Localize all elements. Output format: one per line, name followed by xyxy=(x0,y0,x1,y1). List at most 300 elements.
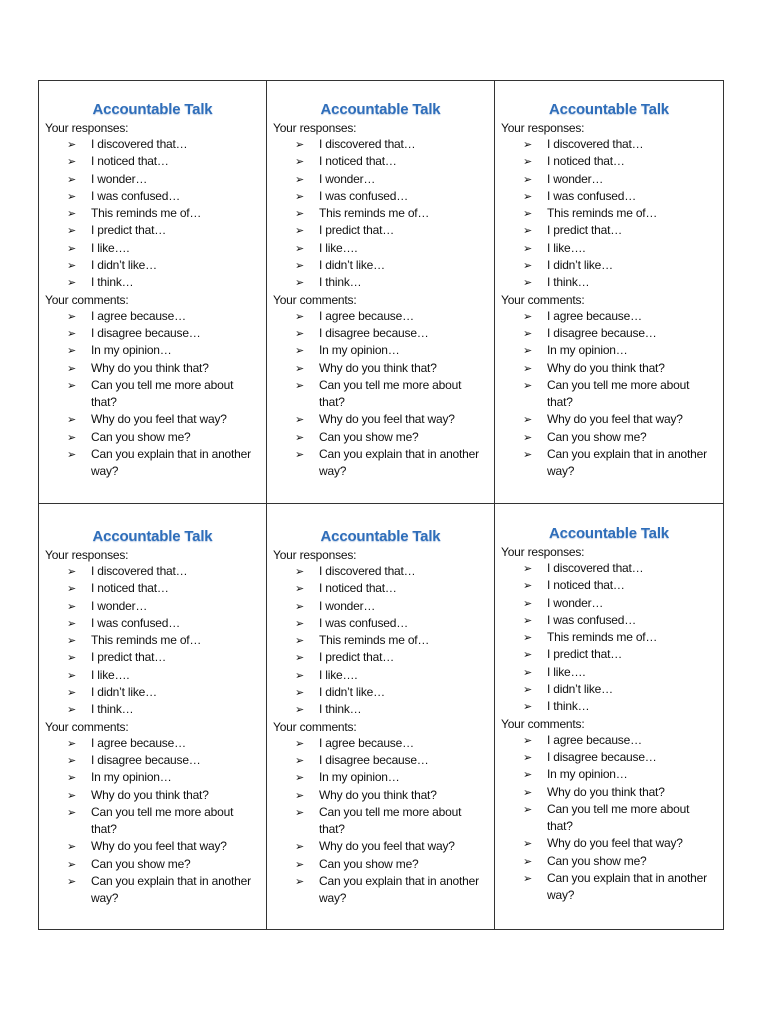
list-item-text: I noticed that… xyxy=(91,581,169,596)
list-item-text: I discovered that… xyxy=(319,564,416,578)
list-item xyxy=(501,560,717,577)
list-item xyxy=(501,429,717,446)
arrow-bullet-icon: ➢ xyxy=(67,788,77,802)
comments-list xyxy=(273,735,488,908)
comments-list xyxy=(273,308,488,481)
arrow-bullet-icon: ➢ xyxy=(523,378,533,392)
arrow-bullet-icon: ➢ xyxy=(523,172,533,186)
list-item xyxy=(45,787,260,804)
list-item xyxy=(273,205,488,222)
list-item xyxy=(501,646,717,663)
list-item-text: I like…. xyxy=(547,664,586,679)
list-item xyxy=(45,257,260,274)
responses-label: Your responses: xyxy=(45,121,129,135)
list-item-text: In my opinion… xyxy=(319,343,400,358)
list-item-text: I discovered that… xyxy=(547,561,644,575)
list-item-text: I predict that… xyxy=(547,223,623,238)
list-item xyxy=(501,595,717,612)
list-item-text: I agree because… xyxy=(319,735,414,750)
list-item xyxy=(273,769,488,786)
accountable-talk-card xyxy=(495,81,723,504)
arrow-bullet-icon: ➢ xyxy=(523,259,533,273)
arrow-bullet-icon: ➢ xyxy=(67,326,77,340)
comments-label: Your comments: xyxy=(45,292,129,307)
list-item xyxy=(501,205,717,222)
list-item xyxy=(45,240,260,257)
list-item-text: I noticed that… xyxy=(547,154,625,169)
list-item-text: Why do you think that? xyxy=(547,360,665,375)
arrow-bullet-icon: ➢ xyxy=(67,361,77,375)
list-item-text: I noticed that… xyxy=(319,154,397,169)
list-item-text: I predict that… xyxy=(91,223,167,238)
arrow-bullet-icon: ➢ xyxy=(523,648,533,662)
list-item-text: I like…. xyxy=(91,667,130,682)
arrow-bullet-icon: ➢ xyxy=(67,840,77,854)
list-item-text: I was confused… xyxy=(319,188,409,203)
arrow-bullet-icon: ➢ xyxy=(295,172,305,186)
list-item-text: Why do you feel that way? xyxy=(91,839,227,854)
list-item xyxy=(273,325,488,342)
list-item xyxy=(273,446,488,481)
arrow-bullet-icon: ➢ xyxy=(67,155,77,169)
list-item xyxy=(273,701,488,718)
list-item xyxy=(45,429,260,446)
list-item xyxy=(273,598,488,615)
list-item xyxy=(501,136,717,153)
list-item xyxy=(273,632,488,649)
list-item-text: I disagree because… xyxy=(319,752,429,767)
arrow-bullet-icon: ➢ xyxy=(67,616,77,630)
responses-list xyxy=(45,563,260,719)
list-item-text: Why do you feel that way? xyxy=(547,836,683,851)
comments-label: Your comments: xyxy=(273,719,357,734)
arrow-bullet-icon: ➢ xyxy=(67,771,77,785)
list-item-text: Can you tell me more about that? xyxy=(547,801,690,834)
arrow-bullet-icon: ➢ xyxy=(523,802,533,816)
arrow-bullet-icon: ➢ xyxy=(295,309,305,323)
comments-list xyxy=(501,308,717,481)
arrow-bullet-icon: ➢ xyxy=(523,854,533,868)
list-item xyxy=(45,360,260,377)
arrow-bullet-icon: ➢ xyxy=(523,430,533,444)
list-item xyxy=(45,701,260,718)
list-item xyxy=(45,752,260,769)
list-item-text: I was confused… xyxy=(547,612,637,627)
arrow-bullet-icon: ➢ xyxy=(523,700,533,714)
list-item xyxy=(45,205,260,222)
list-item-text: I didn’t like… xyxy=(319,258,385,273)
arrow-bullet-icon: ➢ xyxy=(523,733,533,747)
list-item xyxy=(273,240,488,257)
arrow-bullet-icon: ➢ xyxy=(523,613,533,627)
list-item xyxy=(45,769,260,786)
arrow-bullet-icon: ➢ xyxy=(295,771,305,785)
list-item xyxy=(501,629,717,646)
list-item xyxy=(501,308,717,325)
list-item-text: I wonder… xyxy=(319,598,376,613)
comments-label: Your comments: xyxy=(45,719,129,734)
arrow-bullet-icon: ➢ xyxy=(295,189,305,203)
arrow-bullet-icon: ➢ xyxy=(523,631,533,645)
arrow-bullet-icon: ➢ xyxy=(67,172,77,186)
list-item xyxy=(501,664,717,681)
list-item-text: I agree because… xyxy=(319,308,414,323)
list-item-text: This reminds me of… xyxy=(319,633,430,648)
list-item xyxy=(45,274,260,291)
list-item-text: Can you explain that in another way? xyxy=(547,871,707,903)
arrow-bullet-icon: ➢ xyxy=(523,309,533,323)
arrow-bullet-icon: ➢ xyxy=(523,344,533,358)
list-item xyxy=(45,342,260,359)
arrow-bullet-icon: ➢ xyxy=(523,785,533,799)
arrow-bullet-icon: ➢ xyxy=(67,875,77,889)
list-item-text: In my opinion… xyxy=(319,770,400,785)
list-item-text: I wonder… xyxy=(91,171,148,186)
list-item xyxy=(501,377,717,412)
list-item-text: Why do you feel that way? xyxy=(547,412,683,427)
arrow-bullet-icon: ➢ xyxy=(67,582,77,596)
accountable-talk-card xyxy=(39,81,267,504)
list-item xyxy=(45,667,260,684)
list-item-text: Why do you feel that way? xyxy=(319,839,455,854)
arrow-bullet-icon: ➢ xyxy=(523,326,533,340)
list-item-text: I disagree because… xyxy=(91,752,201,767)
list-item-text: I didn’t like… xyxy=(547,682,613,697)
arrow-bullet-icon: ➢ xyxy=(295,753,305,767)
arrow-bullet-icon: ➢ xyxy=(295,599,305,613)
responses-label: Your responses: xyxy=(273,121,357,135)
accountable-talk-card xyxy=(39,504,267,929)
list-item-text: Can you show me? xyxy=(319,429,419,444)
list-item-text: This reminds me of… xyxy=(547,630,658,645)
arrow-bullet-icon: ➢ xyxy=(523,241,533,255)
list-item-text: Can you show me? xyxy=(547,429,647,444)
list-item xyxy=(273,563,488,580)
responses-list xyxy=(501,136,717,292)
responses-label: Your responses: xyxy=(45,548,129,562)
arrow-bullet-icon: ➢ xyxy=(523,768,533,782)
list-item-text: I noticed that… xyxy=(547,578,625,593)
list-item-text: Can you explain that in another way? xyxy=(319,874,479,906)
arrow-bullet-icon: ➢ xyxy=(67,703,77,717)
accountable-talk-card xyxy=(267,81,495,504)
list-item xyxy=(45,684,260,701)
card-title: Accountable Talk xyxy=(92,101,213,118)
list-item xyxy=(273,787,488,804)
list-item xyxy=(45,446,260,481)
list-item xyxy=(45,563,260,580)
list-item-text: Why do you think that? xyxy=(319,787,437,802)
responses-list xyxy=(273,563,488,719)
list-item xyxy=(45,411,260,428)
list-item xyxy=(273,257,488,274)
list-item-text: This reminds me of… xyxy=(547,206,658,221)
arrow-bullet-icon: ➢ xyxy=(67,668,77,682)
arrow-bullet-icon: ➢ xyxy=(295,634,305,648)
list-item-text: Can you show me? xyxy=(91,429,191,444)
list-item xyxy=(501,835,717,852)
arrow-bullet-icon: ➢ xyxy=(67,430,77,444)
arrow-bullet-icon: ➢ xyxy=(523,579,533,593)
arrow-bullet-icon: ➢ xyxy=(295,155,305,169)
list-item-text: Can you tell me more about that? xyxy=(91,377,234,410)
arrow-bullet-icon: ➢ xyxy=(295,259,305,273)
arrow-bullet-icon: ➢ xyxy=(67,207,77,221)
list-item-text: I discovered that… xyxy=(319,137,416,151)
arrow-bullet-icon: ➢ xyxy=(67,241,77,255)
list-item xyxy=(273,136,488,153)
arrow-bullet-icon: ➢ xyxy=(523,562,533,575)
accountable-talk-card xyxy=(267,504,495,929)
list-item-text: I think… xyxy=(91,275,134,290)
list-item xyxy=(501,853,717,870)
arrow-bullet-icon: ➢ xyxy=(67,565,77,578)
list-item xyxy=(273,171,488,188)
list-item-text: Why do you think that? xyxy=(91,360,209,375)
card-title: Accountable Talk xyxy=(549,101,669,118)
list-item xyxy=(273,360,488,377)
list-item-text: I was confused… xyxy=(319,615,409,630)
list-item-text: I think… xyxy=(319,702,362,717)
arrow-bullet-icon: ➢ xyxy=(523,155,533,169)
list-item-text: I discovered that… xyxy=(91,137,188,151)
list-item xyxy=(501,411,717,428)
list-item-text: Why do you think that? xyxy=(319,360,437,375)
list-item xyxy=(45,735,260,752)
list-item-text: I agree because… xyxy=(547,732,642,747)
list-item-text: I noticed that… xyxy=(319,581,397,596)
arrow-bullet-icon: ➢ xyxy=(295,703,305,717)
list-item xyxy=(45,325,260,342)
list-item xyxy=(501,188,717,205)
arrow-bullet-icon: ➢ xyxy=(67,413,77,427)
list-item-text: I agree because… xyxy=(547,308,642,323)
list-item xyxy=(45,188,260,205)
list-item-text: Can you explain that in another way? xyxy=(547,447,707,479)
arrow-bullet-icon: ➢ xyxy=(67,138,77,151)
arrow-bullet-icon: ➢ xyxy=(67,344,77,358)
list-item-text: This reminds me of… xyxy=(91,206,202,221)
responses-list xyxy=(45,136,260,292)
comments-list xyxy=(45,735,260,908)
list-item xyxy=(45,580,260,597)
list-item xyxy=(501,153,717,170)
responses-list xyxy=(273,136,488,292)
list-item xyxy=(273,838,488,855)
card-sheet xyxy=(38,80,724,930)
arrow-bullet-icon: ➢ xyxy=(67,276,77,290)
list-item xyxy=(45,377,260,412)
arrow-bullet-icon: ➢ xyxy=(523,448,533,462)
list-item xyxy=(501,342,717,359)
list-item-text: In my opinion… xyxy=(91,343,172,358)
list-item-text: I discovered that… xyxy=(547,137,644,151)
list-item-text: In my opinion… xyxy=(91,770,172,785)
arrow-bullet-icon: ➢ xyxy=(295,875,305,889)
list-item-text: I agree because… xyxy=(91,308,186,323)
arrow-bullet-icon: ➢ xyxy=(295,840,305,854)
list-item xyxy=(273,615,488,632)
arrow-bullet-icon: ➢ xyxy=(295,686,305,700)
list-item xyxy=(501,784,717,801)
list-item xyxy=(273,222,488,239)
list-item-text: I predict that… xyxy=(91,650,167,665)
arrow-bullet-icon: ➢ xyxy=(295,651,305,665)
list-item-text: Can you tell me more about that? xyxy=(319,804,462,837)
list-item-text: Can you tell me more about that? xyxy=(91,804,234,837)
list-item xyxy=(501,577,717,594)
list-item-text: I think… xyxy=(91,702,134,717)
list-item xyxy=(45,136,260,153)
arrow-bullet-icon: ➢ xyxy=(295,805,305,819)
list-item-text: This reminds me of… xyxy=(91,633,202,648)
list-item-text: I wonder… xyxy=(547,595,604,610)
list-item xyxy=(501,681,717,698)
list-item-text: Why do you think that? xyxy=(547,784,665,799)
list-item-text: I didn’t like… xyxy=(91,685,157,700)
list-item-text: I didn’t like… xyxy=(319,685,385,700)
card-title: Accountable Talk xyxy=(320,528,441,545)
responses-label: Your responses: xyxy=(501,121,585,135)
list-item-text: Can you explain that in another way? xyxy=(91,874,251,906)
list-item-text: Can you show me? xyxy=(91,856,191,871)
list-item-text: Can you tell me more about that? xyxy=(319,377,462,410)
arrow-bullet-icon: ➢ xyxy=(295,224,305,238)
list-item-text: This reminds me of… xyxy=(319,206,430,221)
list-item-text: I noticed that… xyxy=(91,154,169,169)
arrow-bullet-icon: ➢ xyxy=(523,276,533,290)
list-item-text: I disagree because… xyxy=(547,325,657,340)
card-title: Accountable Talk xyxy=(549,525,669,542)
list-item xyxy=(45,873,260,908)
list-item xyxy=(45,598,260,615)
list-item-text: I discovered that… xyxy=(91,564,188,578)
list-item-text: Why do you feel that way? xyxy=(91,412,227,427)
list-item xyxy=(45,153,260,170)
arrow-bullet-icon: ➢ xyxy=(295,430,305,444)
list-item-text: I like…. xyxy=(547,240,586,255)
list-item xyxy=(45,649,260,666)
list-item-text: I think… xyxy=(319,275,362,290)
arrow-bullet-icon: ➢ xyxy=(523,596,533,610)
arrow-bullet-icon: ➢ xyxy=(67,805,77,819)
list-item-text: In my opinion… xyxy=(547,343,628,358)
arrow-bullet-icon: ➢ xyxy=(523,361,533,375)
list-item-text: I disagree because… xyxy=(91,325,201,340)
arrow-bullet-icon: ➢ xyxy=(523,138,533,151)
arrow-bullet-icon: ➢ xyxy=(295,448,305,462)
arrow-bullet-icon: ➢ xyxy=(295,138,305,151)
list-item xyxy=(45,804,260,839)
arrow-bullet-icon: ➢ xyxy=(295,344,305,358)
list-item-text: I predict that… xyxy=(547,647,623,662)
comments-list xyxy=(45,308,260,481)
list-item xyxy=(273,580,488,597)
list-item-text: Can you explain that in another way? xyxy=(319,447,479,479)
list-item xyxy=(273,308,488,325)
arrow-bullet-icon: ➢ xyxy=(295,736,305,750)
arrow-bullet-icon: ➢ xyxy=(295,241,305,255)
list-item-text: Why do you feel that way? xyxy=(319,412,455,427)
arrow-bullet-icon: ➢ xyxy=(295,565,305,578)
list-item xyxy=(273,873,488,908)
list-item xyxy=(45,222,260,239)
list-item-text: Can you explain that in another way? xyxy=(91,447,251,479)
list-item-text: Can you show me? xyxy=(547,853,647,868)
list-item xyxy=(501,801,717,836)
list-item xyxy=(45,856,260,873)
arrow-bullet-icon: ➢ xyxy=(523,413,533,427)
list-item-text: I predict that… xyxy=(319,223,395,238)
list-item-text: I think… xyxy=(547,275,590,290)
arrow-bullet-icon: ➢ xyxy=(67,634,77,648)
arrow-bullet-icon: ➢ xyxy=(67,753,77,767)
list-item xyxy=(273,649,488,666)
card-title: Accountable Talk xyxy=(320,101,441,118)
arrow-bullet-icon: ➢ xyxy=(67,309,77,323)
list-item-text: I wonder… xyxy=(319,171,376,186)
arrow-bullet-icon: ➢ xyxy=(295,413,305,427)
list-item xyxy=(501,222,717,239)
list-item-text: I like…. xyxy=(319,667,358,682)
list-item xyxy=(501,749,717,766)
list-item-text: Can you show me? xyxy=(319,856,419,871)
list-item-text: I was confused… xyxy=(547,188,637,203)
list-item xyxy=(501,732,717,749)
list-item xyxy=(501,766,717,783)
arrow-bullet-icon: ➢ xyxy=(295,857,305,871)
responses-label: Your responses: xyxy=(273,548,357,562)
list-item-text: I like…. xyxy=(319,240,358,255)
list-item xyxy=(501,325,717,342)
arrow-bullet-icon: ➢ xyxy=(67,378,77,392)
list-item xyxy=(273,429,488,446)
responses-list xyxy=(501,560,717,716)
arrow-bullet-icon: ➢ xyxy=(295,276,305,290)
list-item xyxy=(273,411,488,428)
arrow-bullet-icon: ➢ xyxy=(295,361,305,375)
list-item xyxy=(273,188,488,205)
card-title: Accountable Talk xyxy=(92,528,213,545)
list-item-text: I was confused… xyxy=(91,615,181,630)
list-item xyxy=(45,308,260,325)
list-item xyxy=(273,804,488,839)
list-item xyxy=(273,342,488,359)
list-item xyxy=(273,153,488,170)
arrow-bullet-icon: ➢ xyxy=(295,326,305,340)
list-item-text: In my opinion… xyxy=(547,767,628,782)
arrow-bullet-icon: ➢ xyxy=(523,207,533,221)
list-item-text: I disagree because… xyxy=(547,749,657,764)
arrow-bullet-icon: ➢ xyxy=(523,837,533,851)
comments-label: Your comments: xyxy=(501,292,585,307)
list-item-text: I predict that… xyxy=(319,650,395,665)
arrow-bullet-icon: ➢ xyxy=(295,788,305,802)
comments-label: Your comments: xyxy=(501,716,585,731)
arrow-bullet-icon: ➢ xyxy=(67,448,77,462)
arrow-bullet-icon: ➢ xyxy=(67,599,77,613)
arrow-bullet-icon: ➢ xyxy=(523,665,533,679)
list-item xyxy=(273,752,488,769)
arrow-bullet-icon: ➢ xyxy=(295,378,305,392)
arrow-bullet-icon: ➢ xyxy=(295,207,305,221)
list-item-text: I think… xyxy=(547,699,590,714)
arrow-bullet-icon: ➢ xyxy=(295,668,305,682)
arrow-bullet-icon: ➢ xyxy=(523,872,533,886)
list-item xyxy=(45,632,260,649)
arrow-bullet-icon: ➢ xyxy=(523,750,533,764)
list-item xyxy=(501,446,717,481)
